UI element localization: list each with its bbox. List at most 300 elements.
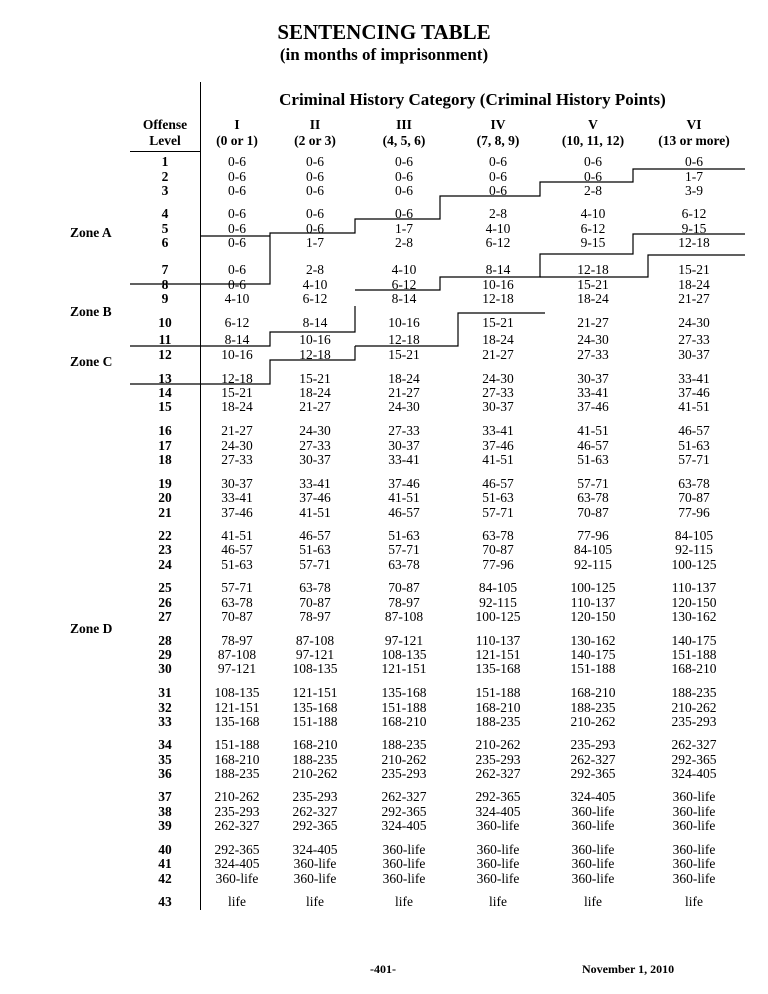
table-cell: 262-327 xyxy=(214,818,260,833)
table-cell: 235-293 xyxy=(381,766,427,781)
table-cell: 30-37 xyxy=(299,452,331,467)
table-cell: 140-175 xyxy=(671,633,717,648)
table-cell: 1-7 xyxy=(395,221,413,236)
table-cell: 8-14 xyxy=(302,315,328,330)
table-cell: 292-365 xyxy=(214,842,260,857)
table-cell: life xyxy=(685,894,703,909)
table-cell: 37-46 xyxy=(221,505,253,520)
table-cell: 30-37 xyxy=(577,371,609,386)
offense-level-19: 19 xyxy=(158,476,172,491)
table-cell: 360-life xyxy=(571,818,615,833)
table-cell: 262-327 xyxy=(475,766,521,781)
table-cell: 210-262 xyxy=(214,789,260,804)
offense-level-29: 29 xyxy=(158,647,172,662)
offense-level-16: 16 xyxy=(158,423,172,438)
table-cell: 33-41 xyxy=(678,371,710,386)
table-cell: 4-10 xyxy=(391,262,417,277)
table-cell: 18-24 xyxy=(577,291,609,306)
zone-cd-boundary xyxy=(130,346,355,384)
offense-level-10: 10 xyxy=(158,315,172,330)
table-cell: 210-262 xyxy=(381,752,427,767)
table-cell: 108-135 xyxy=(214,685,260,700)
table-cell: 6-12 xyxy=(580,221,606,236)
table-cell: 37-46 xyxy=(678,385,710,400)
table-cell: 210-262 xyxy=(475,737,521,752)
table-cell: 360-life xyxy=(672,804,716,819)
table-cell: 324-405 xyxy=(292,842,338,857)
table-cell: 15-21 xyxy=(221,385,253,400)
table-cell: 324-405 xyxy=(671,766,717,781)
offense-level-25: 25 xyxy=(158,580,172,595)
table-cell: 70-87 xyxy=(678,490,710,505)
table-cell: 46-57 xyxy=(388,505,420,520)
table-cell: 57-71 xyxy=(678,452,710,467)
table-cell: 6-12 xyxy=(391,277,417,292)
table-cell: 33-41 xyxy=(388,452,420,467)
table-cell: 21-27 xyxy=(678,291,710,306)
table-cell: life xyxy=(306,894,324,909)
table-cell: 78-97 xyxy=(299,609,331,624)
table-cell: 21-27 xyxy=(221,423,253,438)
table-cell: 46-57 xyxy=(299,528,331,543)
table-cell: 360-life xyxy=(476,842,520,857)
zone-d-label: Zone D xyxy=(70,621,113,636)
table-cell: 78-97 xyxy=(388,595,420,610)
offense-level-22: 22 xyxy=(158,528,172,543)
table-cell: 151-188 xyxy=(475,685,521,700)
table-cell: 63-78 xyxy=(299,580,331,595)
table-cell: life xyxy=(489,894,507,909)
table-cell: 0-6 xyxy=(489,183,507,198)
column-points: (7, 8, 9) xyxy=(476,133,520,148)
table-cell: 0-6 xyxy=(306,169,324,184)
table-cell: 135-168 xyxy=(475,661,521,676)
zone-bc-boundary-2 xyxy=(355,313,545,346)
table-cell: 151-188 xyxy=(292,714,338,729)
page-number: -401- xyxy=(370,962,396,976)
table-cell: 360-life xyxy=(672,789,716,804)
table-cell: 168-210 xyxy=(381,714,427,729)
offense-level-8: 8 xyxy=(161,277,169,292)
table-cell: 77-96 xyxy=(482,557,514,572)
table-cell: 8-14 xyxy=(485,262,511,277)
table-cell: 27-33 xyxy=(482,385,514,400)
zone-bc-boundary xyxy=(130,306,355,346)
table-cell: 18-24 xyxy=(678,277,710,292)
offense-level-30: 30 xyxy=(158,661,172,676)
table-cell: 140-175 xyxy=(570,647,616,662)
table-cell: 0-6 xyxy=(306,183,324,198)
table-cell: 110-137 xyxy=(570,595,616,610)
offense-level-34: 34 xyxy=(158,737,172,752)
table-cell: 84-105 xyxy=(573,542,613,557)
table-cell: 87-108 xyxy=(295,633,335,648)
table-cell: 235-293 xyxy=(671,714,717,729)
table-cell: 51-63 xyxy=(221,557,253,572)
table-cell: 110-137 xyxy=(475,633,521,648)
offense-level-6: 6 xyxy=(161,235,169,250)
table-cell: 97-121 xyxy=(295,647,335,662)
table-cell: 110-137 xyxy=(671,580,717,595)
zone-b-boundary xyxy=(540,255,745,277)
column-roman: VI xyxy=(686,117,702,132)
table-cell: 120-150 xyxy=(570,609,616,624)
table-cell: 360-life xyxy=(476,818,520,833)
table-cell: 10-16 xyxy=(299,332,331,347)
table-cell: 63-78 xyxy=(678,476,710,491)
table-cell: 41-51 xyxy=(482,452,514,467)
table-cell: 121-151 xyxy=(292,685,338,700)
table-cell: 10-16 xyxy=(482,277,514,292)
table-cell: 21-27 xyxy=(482,347,514,362)
table-cell: 41-51 xyxy=(577,423,609,438)
table-cell: 0-6 xyxy=(395,206,413,221)
table-cell: 360-life xyxy=(672,856,716,871)
table-cell: 57-71 xyxy=(482,505,514,520)
table-cell: 37-46 xyxy=(482,438,514,453)
table-cell: 0-6 xyxy=(228,183,246,198)
table-cell: 210-262 xyxy=(570,714,616,729)
table-cell: 46-57 xyxy=(482,476,514,491)
table-cell: life xyxy=(584,894,602,909)
table-cell: 51-63 xyxy=(482,490,514,505)
table-cell: 24-30 xyxy=(678,315,710,330)
table-cell: 63-78 xyxy=(577,490,609,505)
offense-level-26: 26 xyxy=(158,595,172,610)
table-cell: 51-63 xyxy=(577,452,609,467)
table-cell: 188-235 xyxy=(671,685,717,700)
table-cell: 360-life xyxy=(382,871,426,886)
table-cell: 27-33 xyxy=(388,423,420,438)
table-cell: 27-33 xyxy=(577,347,609,362)
table-cell: 63-78 xyxy=(482,528,514,543)
table-cell: 15-21 xyxy=(577,277,609,292)
table-cell: 0-6 xyxy=(489,154,507,169)
table-cell: 0-6 xyxy=(306,206,324,221)
table-cell: 262-327 xyxy=(671,737,717,752)
table-cell: 46-57 xyxy=(221,542,253,557)
table-cell: 0-6 xyxy=(306,154,324,169)
table-cell: 46-57 xyxy=(678,423,710,438)
table-cell: 168-210 xyxy=(214,752,260,767)
offense-level-36: 36 xyxy=(158,766,172,781)
table-cell: 0-6 xyxy=(228,277,246,292)
offense-level-42: 42 xyxy=(158,871,172,886)
table-cell: 10-16 xyxy=(221,347,253,362)
table-cell: 33-41 xyxy=(299,476,331,491)
table-cell: 168-210 xyxy=(292,737,338,752)
offense-level-4: 4 xyxy=(161,206,169,221)
column-roman: V xyxy=(588,117,598,132)
table-cell: 10-16 xyxy=(388,315,420,330)
table-cell: 324-405 xyxy=(214,856,260,871)
table-cell: 262-327 xyxy=(570,752,616,767)
table-cell: 78-97 xyxy=(221,633,253,648)
column-points: (4, 5, 6) xyxy=(382,133,426,148)
offense-level-12: 12 xyxy=(158,347,172,362)
table-cell: 4-10 xyxy=(580,206,606,221)
table-cell: 360-life xyxy=(571,871,615,886)
table-cell: 360-life xyxy=(571,842,615,857)
table-cell: 12-18 xyxy=(678,235,710,250)
table-cell: 92-115 xyxy=(675,542,713,557)
table-cell: 151-188 xyxy=(214,737,260,752)
table-cell: 292-365 xyxy=(381,804,427,819)
table-cell: 46-57 xyxy=(577,438,609,453)
table-cell: 2-8 xyxy=(306,262,324,277)
offense-level-14: 14 xyxy=(158,385,172,400)
table-cell: 0-6 xyxy=(395,183,413,198)
table-cell: life xyxy=(395,894,413,909)
table-cell: 30-37 xyxy=(388,438,420,453)
table-cell: 51-63 xyxy=(299,542,331,557)
table-cell: 41-51 xyxy=(678,399,710,414)
offense-level-31: 31 xyxy=(158,685,172,700)
column-points: (10, 11, 12) xyxy=(561,133,625,148)
table-cell: 235-293 xyxy=(475,752,521,767)
table-cell: 0-6 xyxy=(228,221,246,236)
table-cell: 15-21 xyxy=(482,315,514,330)
table-cell: 97-121 xyxy=(384,633,424,648)
table-cell: 0-6 xyxy=(228,262,246,277)
table-cell: 12-18 xyxy=(388,332,420,347)
table-cell: 2-8 xyxy=(489,206,507,221)
page-subtitle: (in months of imprisonment) xyxy=(279,45,489,64)
table-cell: 24-30 xyxy=(299,423,331,438)
table-cell: 41-51 xyxy=(299,505,331,520)
table-cell: 27-33 xyxy=(299,438,331,453)
table-cell: 6-12 xyxy=(485,235,511,250)
offense-level-1: 1 xyxy=(161,154,169,169)
table-cell: 18-24 xyxy=(299,385,331,400)
table-cell: 100-125 xyxy=(570,580,616,595)
table-cell: 1-7 xyxy=(685,169,703,184)
table-cell: 92-115 xyxy=(479,595,517,610)
table-cell: 18-24 xyxy=(388,371,420,386)
table-cell: 210-262 xyxy=(292,766,338,781)
table-cell: 37-46 xyxy=(577,399,609,414)
offense-level-2: 2 xyxy=(161,169,169,184)
table-cell: 108-135 xyxy=(292,661,338,676)
offense-level-13: 13 xyxy=(158,371,172,386)
table-cell: 12-18 xyxy=(299,347,331,362)
table-cell: 0-6 xyxy=(395,154,413,169)
table-cell: 2-8 xyxy=(395,235,413,250)
column-roman: IV xyxy=(490,117,506,132)
offense-level-17: 17 xyxy=(158,438,172,453)
offense-level-24: 24 xyxy=(158,557,172,572)
table-cell: 4-10 xyxy=(224,291,250,306)
offense-level-18: 18 xyxy=(158,452,172,467)
table-cell: 51-63 xyxy=(678,438,710,453)
table-cell: 33-41 xyxy=(221,490,253,505)
table-cell: 30-37 xyxy=(678,347,710,362)
table-cell: 360-life xyxy=(382,856,426,871)
table-cell: 6-12 xyxy=(224,315,250,330)
column-points: (2 or 3) xyxy=(294,133,336,148)
offense-level-9: 9 xyxy=(161,291,169,306)
table-cell: 12-18 xyxy=(221,371,253,386)
table-cell: 9-15 xyxy=(681,221,707,236)
zone-a-boundary-right xyxy=(355,234,745,290)
table-cell: 292-365 xyxy=(292,818,338,833)
table-cell: 63-78 xyxy=(221,595,253,610)
table-cell: 0-6 xyxy=(228,154,246,169)
table-cell: 51-63 xyxy=(388,528,420,543)
table-cell: 0-6 xyxy=(584,154,602,169)
table-cell: 292-365 xyxy=(475,789,521,804)
table-cell: 188-235 xyxy=(475,714,521,729)
table-cell: 0-6 xyxy=(228,169,246,184)
table-cell: 12-18 xyxy=(577,262,609,277)
table-cell: 24-30 xyxy=(221,438,253,453)
table-cell: 57-71 xyxy=(388,542,420,557)
table-cell: 151-188 xyxy=(671,647,717,662)
table-cell: 360-life xyxy=(476,856,520,871)
table-cell: 100-125 xyxy=(671,557,717,572)
table-cell: 0-6 xyxy=(228,235,246,250)
column-points: (0 or 1) xyxy=(216,133,258,148)
table-cell: 57-71 xyxy=(221,580,253,595)
offense-level-27: 27 xyxy=(158,609,172,624)
table-cell: 41-51 xyxy=(221,528,253,543)
table-cell: 360-life xyxy=(672,871,716,886)
table-cell: 18-24 xyxy=(221,399,253,414)
table-cell: 77-96 xyxy=(577,528,609,543)
zone-c-label: Zone C xyxy=(70,354,113,369)
offense-level-39: 39 xyxy=(158,818,172,833)
footer-date: November 1, 2010 xyxy=(582,962,675,976)
table-cell: 135-168 xyxy=(214,714,260,729)
table-cell: 324-405 xyxy=(381,818,427,833)
table-cell: 151-188 xyxy=(381,700,427,715)
offense-level-32: 32 xyxy=(158,700,172,715)
table-cell: 15-21 xyxy=(388,347,420,362)
table-cell: 70-87 xyxy=(482,542,514,557)
offense-label: Offense xyxy=(142,117,188,132)
table-cell: 188-235 xyxy=(292,752,338,767)
table-cell: 0-6 xyxy=(584,169,602,184)
table-cell: 188-235 xyxy=(214,766,260,781)
table-cell: 360-life xyxy=(571,804,615,819)
offense-level-3: 3 xyxy=(161,183,169,198)
offense-level-20: 20 xyxy=(158,490,172,505)
offense-level-21: 21 xyxy=(158,505,172,520)
table-cell: 121-151 xyxy=(475,647,521,662)
offense-level-38: 38 xyxy=(158,804,172,819)
table-cell: 135-168 xyxy=(381,685,427,700)
table-cell: 0-6 xyxy=(228,206,246,221)
table-cell: 70-87 xyxy=(221,609,253,624)
table-cell: 9-15 xyxy=(580,235,606,250)
table-cell: 3-9 xyxy=(685,183,703,198)
offense-level-37: 37 xyxy=(158,789,172,804)
table-cell: 360-life xyxy=(215,871,259,886)
table-cell: 57-71 xyxy=(299,557,331,572)
table-cell: 0-6 xyxy=(685,154,703,169)
table-cell: 360-life xyxy=(382,842,426,857)
offense-level-43: 43 xyxy=(158,894,172,909)
table-cell: 360-life xyxy=(293,856,337,871)
table-cell: 92-115 xyxy=(574,557,612,572)
table-cell: 151-188 xyxy=(570,661,616,676)
table-cell: 360-life xyxy=(672,818,716,833)
table-cell: 235-293 xyxy=(570,737,616,752)
table-cell: 30-37 xyxy=(482,399,514,414)
table-cell: 262-327 xyxy=(292,804,338,819)
table-cell: 210-262 xyxy=(671,700,717,715)
offense-level-11: 11 xyxy=(158,332,172,347)
offense-level-15: 15 xyxy=(158,399,172,414)
table-cell: 292-365 xyxy=(671,752,717,767)
table-cell: 30-37 xyxy=(221,476,253,491)
table-cell: 87-108 xyxy=(217,647,257,662)
table-cell: 21-27 xyxy=(388,385,420,400)
zone-a-boundary xyxy=(130,169,745,284)
table-cell: 360-life xyxy=(571,856,615,871)
offense-level-23: 23 xyxy=(158,542,172,557)
table-cell: 97-121 xyxy=(217,661,257,676)
table-cell: 21-27 xyxy=(577,315,609,330)
table-cell: 8-14 xyxy=(391,291,417,306)
table-cell: 63-78 xyxy=(388,557,420,572)
column-roman: II xyxy=(309,117,321,132)
zone-b-label: Zone B xyxy=(70,304,112,319)
zone-a-label: Zone A xyxy=(70,225,112,240)
column-roman: I xyxy=(234,117,240,132)
table-cell: 188-235 xyxy=(381,737,427,752)
column-roman: III xyxy=(396,117,412,132)
table-cell: 235-293 xyxy=(292,789,338,804)
table-cell: 324-405 xyxy=(475,804,521,819)
table-cell: 120-150 xyxy=(671,595,717,610)
table-cell: 0-6 xyxy=(395,169,413,184)
table-cell: 0-6 xyxy=(306,221,324,236)
table-cell: 57-71 xyxy=(577,476,609,491)
table-cell: 24-30 xyxy=(482,371,514,386)
table-cell: 360-life xyxy=(293,871,337,886)
table-cell: 6-12 xyxy=(302,291,328,306)
table-cell: 27-33 xyxy=(221,452,253,467)
table-cell: 37-46 xyxy=(388,476,420,491)
level-label: Level xyxy=(149,133,181,148)
table-cell: 18-24 xyxy=(482,332,514,347)
table-cell: 135-168 xyxy=(292,700,338,715)
offense-level-35: 35 xyxy=(158,752,172,767)
table-cell: life xyxy=(228,894,246,909)
table-cell: 188-235 xyxy=(570,700,616,715)
page-title: SENTENCING TABLE xyxy=(277,20,491,44)
offense-level-33: 33 xyxy=(158,714,172,729)
column-points: (13 or more) xyxy=(658,133,730,148)
table-cell: 21-27 xyxy=(299,399,331,414)
table-cell: 168-210 xyxy=(570,685,616,700)
table-cell: 2-8 xyxy=(584,183,602,198)
table-cell: 15-21 xyxy=(299,371,331,386)
table-cell: 1-7 xyxy=(306,235,324,250)
table-cell: 324-405 xyxy=(570,789,616,804)
table-cell: 70-87 xyxy=(577,505,609,520)
offense-level-5: 5 xyxy=(161,221,169,236)
table-cell: 100-125 xyxy=(475,609,521,624)
table-cell: 87-108 xyxy=(384,609,424,624)
table-cell: 130-162 xyxy=(671,609,717,624)
offense-level-7: 7 xyxy=(161,262,169,277)
table-cell: 168-210 xyxy=(475,700,521,715)
table-cell: 130-162 xyxy=(570,633,616,648)
table-cell: 24-30 xyxy=(577,332,609,347)
table-cell: 108-135 xyxy=(381,647,427,662)
